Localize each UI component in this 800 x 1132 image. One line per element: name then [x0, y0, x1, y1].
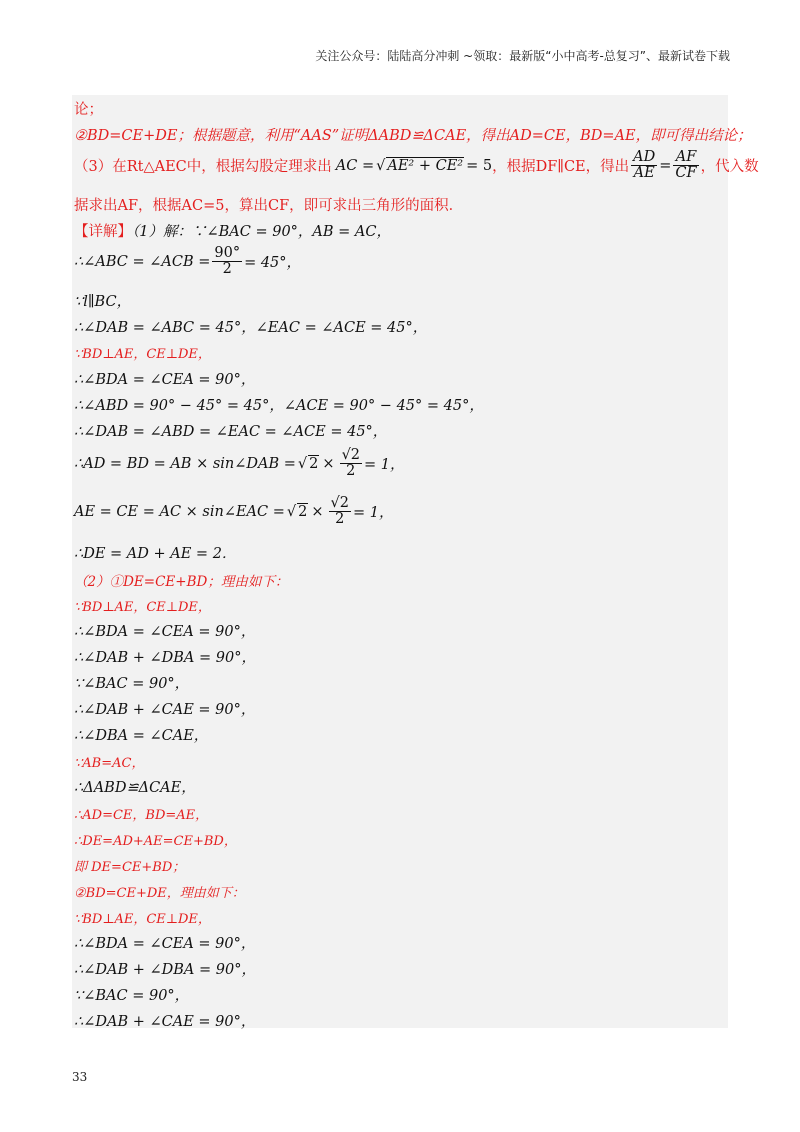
fraction-numerator: AD [633, 149, 656, 165]
text-line: ∴∠BDA = ∠CEA = 90°， [74, 372, 256, 388]
text-line: ②BD=CE+DE，理由如下： [74, 886, 245, 901]
text-segment: （3）在Rt△AEC中，根据勾股定理求出 [74, 159, 332, 176]
text-line: ∵l∥BC， [74, 294, 132, 310]
text-line-formula [74, 246, 301, 277]
page-header: 关注公众号：陆陆高分冲刺 ~领取：最新版“小中高考-总复习”、最新试卷下载 [315, 49, 730, 63]
text-line: ∵AB=AC， [74, 756, 145, 771]
sqrt-sign-icon: √ [376, 157, 386, 174]
text-segment: （1）解：∵∠BAC = 90°，AB = AC， [132, 224, 391, 240]
text-line: ∵∠BAC = 90°， [74, 676, 190, 692]
text-segment: = 1， [353, 505, 394, 522]
fraction-denominator: AE [633, 165, 655, 182]
fraction-denominator: 2 [335, 511, 345, 528]
text-line: ∵BD⊥AE，CE⊥DE， [74, 347, 211, 362]
text-line: ∴∠DBA = ∠CAE， [74, 728, 209, 744]
text-segment: ∴AD = BD = AB × sin∠DAB = [74, 455, 296, 472]
text-line: ∴∠DAB + ∠DBA = 90°， [74, 962, 256, 978]
radicand: AE² + CE² [387, 158, 464, 175]
page-number: 33 [72, 1070, 88, 1084]
radicand: 2 [309, 456, 319, 473]
times-sign: × [322, 455, 335, 472]
fraction-denominator: CF [675, 165, 697, 182]
text-line: ∴∠DAB + ∠DBA = 90°， [74, 650, 256, 666]
fraction-numerator: AF [673, 150, 698, 166]
text-line: ∴∠DAB = ∠ABC = 45°，∠EAC = ∠ACE = 45°， [74, 320, 428, 336]
times-sign: × [311, 503, 324, 520]
fraction-numerator: √2 [341, 447, 361, 463]
fraction [340, 448, 362, 479]
radicand: 2 [298, 504, 308, 521]
text-line: ∵BD⊥AE，CE⊥DE， [74, 912, 211, 927]
text-line: 即 DE=CE+BD； [74, 860, 186, 875]
text-line: ∴ΔABD≌ΔCAE， [74, 780, 196, 796]
fraction-af-cf [673, 150, 698, 181]
text-line: （2）①DE=CE+BD；理由如下： [74, 574, 289, 590]
fraction-denominator: 2 [222, 261, 232, 278]
text-line-formula [74, 496, 393, 527]
fraction-numerator: 90° [214, 245, 241, 261]
text-line: ∴DE=AD+AE=CE+BD， [74, 834, 237, 849]
text-line: ②BD=CE+DE；根据题意，利用“AAS”证明ΔABD≌ΔCAE，得出AD=CE，BD=AE，即可得出结论； [74, 128, 752, 144]
fraction-numerator: √2 [330, 495, 349, 511]
text-segment: = 45°， [244, 255, 302, 272]
text-line-formula [74, 150, 759, 181]
text-segment: ，代入数 [700, 159, 759, 176]
text-segment: = 1， [364, 457, 405, 474]
text-line: ∴∠DAB + ∠CAE = 90°， [74, 702, 256, 718]
text-line: ∵BD⊥AE，CE⊥DE， [74, 600, 211, 615]
text-segment: ∴∠ABC = ∠ACB = [74, 253, 211, 270]
text-segment: ，根据DF∥CE，得出 [492, 159, 630, 176]
equals-sign: = [659, 157, 672, 174]
text-line: ∵∠BAC = 90°， [74, 988, 190, 1004]
text-line: ∴∠DAB = ∠ABD = ∠EAC = ∠ACE = 45°， [74, 424, 388, 440]
fraction-ad-ae [631, 150, 657, 181]
text-line: ∴∠BDA = ∠CEA = 90°， [74, 936, 256, 952]
text-line: ∴∠DAB + ∠CAE = 90°， [74, 1014, 256, 1030]
formula-ac: AC = [335, 157, 375, 174]
fraction [212, 246, 242, 277]
text-line: ∴∠BDA = ∠CEA = 90°， [74, 624, 256, 640]
text-line: 论； [74, 102, 103, 118]
fraction [329, 496, 351, 527]
sqrt-sign-icon: √ [286, 503, 297, 520]
text-line: ∴DE = AD + AE = 2． [74, 546, 237, 562]
sqrt-sign-icon: √ [297, 455, 308, 472]
fraction-denominator: 2 [346, 463, 356, 480]
text-segment: AE = CE = AC × sin∠EAC = [74, 503, 285, 520]
text-line [74, 220, 391, 241]
text-line-formula [74, 448, 405, 479]
detail-label: 【详解】 [74, 224, 132, 240]
formula-result: = 5 [466, 157, 493, 174]
text-line: ∴AD=CE，BD=AE， [74, 808, 209, 823]
text-line: 据求出AF，根据AC=5，算出CF，即可求出三角形的面积． [74, 198, 464, 214]
text-line: ∴∠ABD = 90° − 45° = 45°，∠ACE = 90° − 45° = 45°， [74, 398, 484, 414]
